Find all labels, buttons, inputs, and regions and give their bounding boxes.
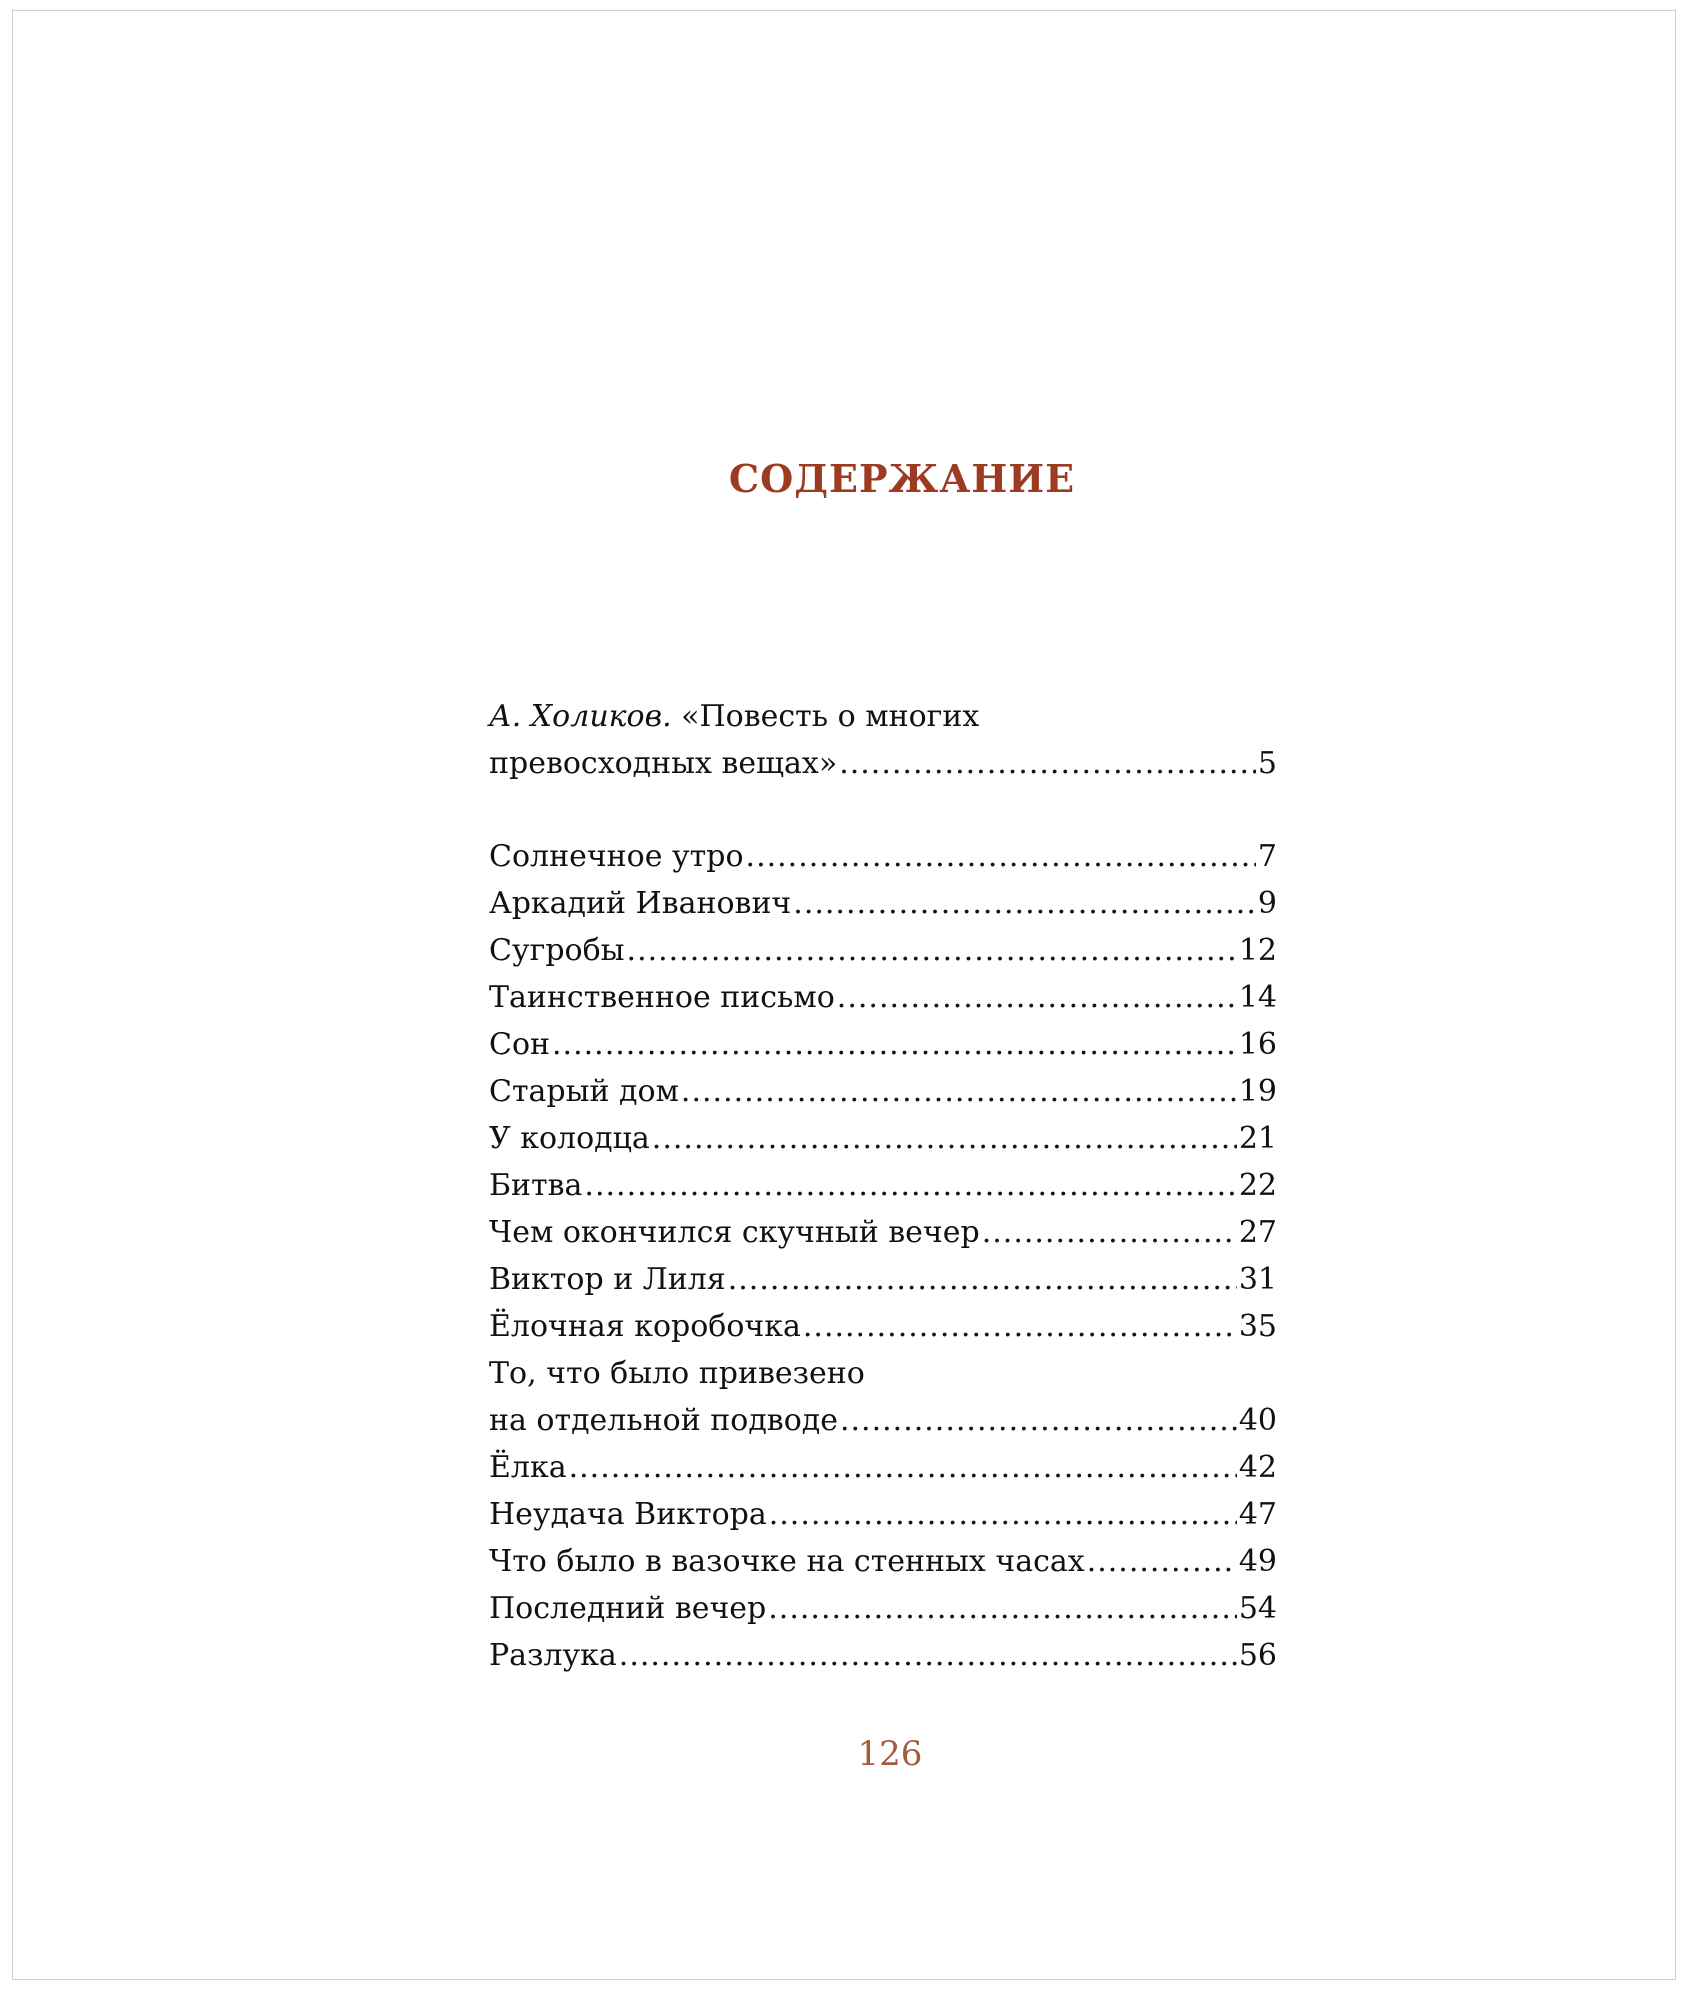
toc-entry-title: Сон xyxy=(489,1027,551,1062)
dot-leader xyxy=(837,974,1237,1021)
toc-entry-title: Аркадий Иванович xyxy=(489,886,792,921)
toc-entry-title: Чем окончился скучный вечер xyxy=(489,1215,980,1250)
toc-entry xyxy=(489,1068,1277,1115)
toc-entry xyxy=(489,1209,1277,1256)
toc-page-number: 35 xyxy=(1238,1309,1277,1344)
dot-leader xyxy=(619,1632,1237,1679)
dot-leader xyxy=(728,1256,1237,1303)
toc-entry xyxy=(489,1444,1277,1491)
toc-entry-title: Виктор и Лиля xyxy=(489,1262,726,1297)
toc-entry xyxy=(489,1538,1277,1585)
page-number: 126 xyxy=(857,1734,923,1774)
toc-entry-preface-line-2 xyxy=(489,740,1277,787)
toc-entry-title: У колодца xyxy=(489,1121,650,1156)
toc-entry xyxy=(489,1162,1277,1209)
toc-page-number: 5 xyxy=(1257,746,1277,781)
preface-title-part-2: превосходных вещах» xyxy=(489,746,838,781)
toc-entries xyxy=(489,833,1277,1350)
toc-entry xyxy=(489,880,1277,927)
dot-leader xyxy=(569,1444,1237,1491)
preface-title-part-1: «Повесть о многих xyxy=(681,699,980,734)
dot-leader xyxy=(803,1303,1237,1350)
toc-page-number: 54 xyxy=(1238,1591,1277,1626)
toc-entry-title: Солнечное утро xyxy=(489,839,744,874)
dot-leader xyxy=(839,740,1256,787)
toc-entry-title: Таинственное письмо xyxy=(489,980,835,1015)
table-of-contents xyxy=(489,693,1277,1679)
spacer xyxy=(489,787,1277,833)
toc-entry-title: Битва xyxy=(489,1168,583,1203)
toc-entry-title: на отдельной подводе xyxy=(489,1403,838,1438)
toc-entry xyxy=(489,1256,1277,1303)
toc-entry xyxy=(489,833,1277,880)
toc-page-number: 12 xyxy=(1238,933,1277,968)
toc-entry-text xyxy=(489,693,979,740)
dot-leader xyxy=(982,1209,1237,1256)
toc-page-number: 56 xyxy=(1238,1638,1277,1673)
toc-entry xyxy=(489,1021,1277,1068)
toc-entry-wrapped-line-1 xyxy=(489,1350,1277,1397)
toc-page-number: 14 xyxy=(1238,980,1277,1015)
toc-entry xyxy=(489,1115,1277,1162)
toc-entry xyxy=(489,974,1277,1021)
toc-entry xyxy=(489,1585,1277,1632)
toc-page-number: 7 xyxy=(1257,839,1277,874)
toc-page-number: 9 xyxy=(1257,886,1277,921)
dot-leader xyxy=(584,1162,1236,1209)
toc-entry-title: Ёлка xyxy=(489,1450,567,1485)
dot-leader xyxy=(793,880,1256,927)
toc-entry-title: Сугробы xyxy=(489,933,625,968)
toc-page-number: 27 xyxy=(1238,1215,1277,1250)
toc-entry-title: То, что было привезено xyxy=(489,1356,865,1391)
toc-page-number: 19 xyxy=(1238,1074,1277,1109)
dot-leader xyxy=(768,1585,1237,1632)
toc-entry-title: Старый дом xyxy=(489,1074,679,1109)
toc-entry-title: Последний вечер xyxy=(489,1591,767,1626)
toc-entry xyxy=(489,1632,1277,1679)
dot-leader xyxy=(552,1021,1237,1068)
dot-leader xyxy=(627,927,1237,974)
dot-leader xyxy=(840,1397,1237,1444)
toc-page-number: 47 xyxy=(1238,1497,1277,1532)
toc-entry-title: Разлука xyxy=(489,1638,617,1673)
toc-page-number: 22 xyxy=(1238,1168,1277,1203)
toc-entry-wrapped-line-2 xyxy=(489,1397,1277,1444)
dot-leader xyxy=(769,1491,1237,1538)
dot-leader xyxy=(652,1115,1237,1162)
toc-page-number: 49 xyxy=(1238,1544,1277,1579)
preface-author: А. Холиков. xyxy=(489,699,672,734)
dot-leader xyxy=(1087,1538,1237,1585)
page-title: СОДЕРЖАНИЕ xyxy=(728,456,1076,501)
toc-entry xyxy=(489,927,1277,974)
toc-entry xyxy=(489,1491,1277,1538)
toc-entries xyxy=(489,1444,1277,1679)
toc-entry-title: Неудача Виктора xyxy=(489,1497,767,1532)
dot-leader xyxy=(746,833,1256,880)
toc-page-number: 21 xyxy=(1238,1121,1277,1156)
toc-entry xyxy=(489,1303,1277,1350)
toc-entry-title: Ёлочная коробочка xyxy=(489,1309,801,1344)
toc-page-number: 31 xyxy=(1238,1262,1277,1297)
dot-leader xyxy=(681,1068,1237,1115)
book-page xyxy=(12,10,1676,1980)
toc-page-number: 16 xyxy=(1238,1027,1277,1062)
toc-entry-preface-line-1 xyxy=(489,693,1277,740)
toc-entry-title: Что было в вазочке на стенных часах xyxy=(489,1544,1085,1579)
toc-page-number: 42 xyxy=(1238,1450,1277,1485)
toc-page-number: 40 xyxy=(1238,1403,1277,1438)
